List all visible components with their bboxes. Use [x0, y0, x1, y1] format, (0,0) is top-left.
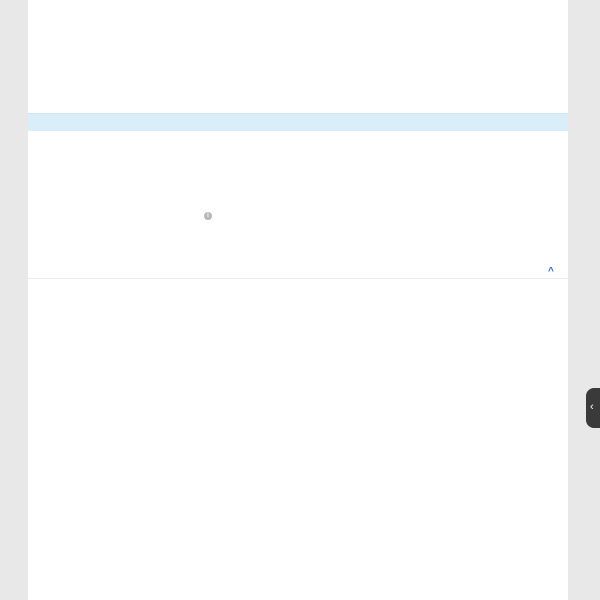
side-panel-toggle[interactable] [586, 388, 600, 428]
info-icon[interactable]: i [204, 212, 212, 220]
chevron-left-icon: ‹ [590, 401, 594, 413]
chevron-up-icon[interactable]: ^ [548, 266, 554, 277]
financial-table-panel [28, 0, 568, 600]
balance-sheet-header [28, 113, 568, 131]
audit-opinion-row [28, 207, 568, 279]
